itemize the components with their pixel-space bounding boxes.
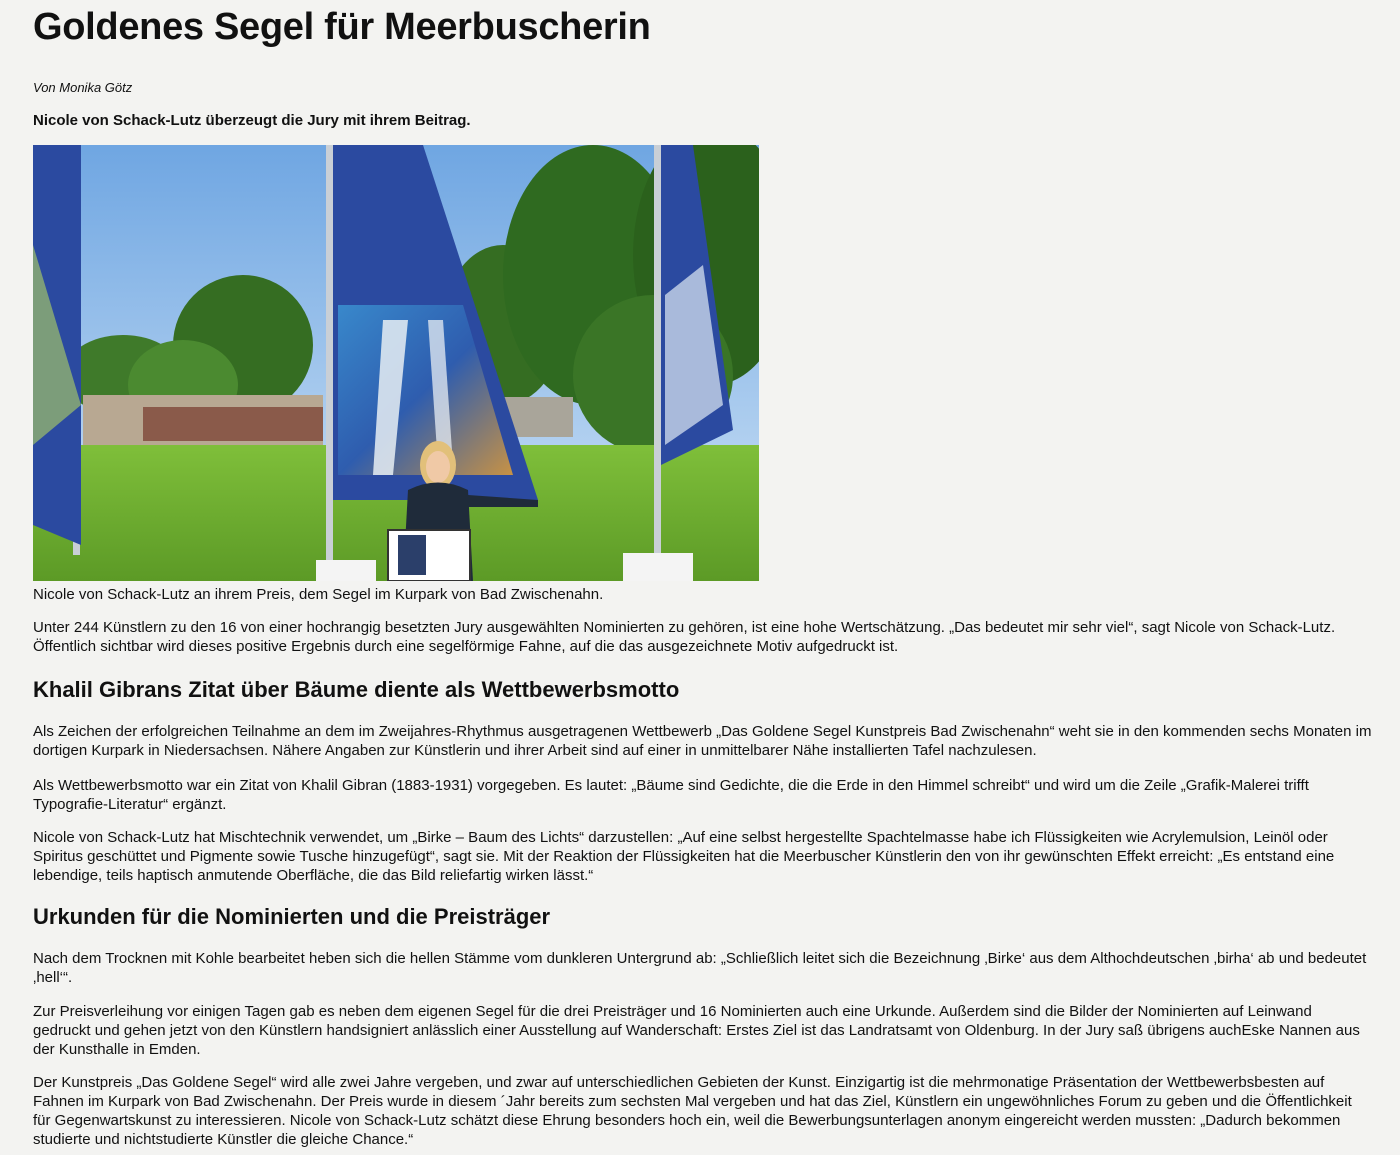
section-heading-2: Urkunden für die Nominierten und die Preisträger bbox=[33, 904, 551, 929]
article-byline: Von Monika Götz bbox=[33, 80, 133, 95]
paragraph-7: Der Kunstpreis „Das Goldene Segel“ wird alle zwei Jahre vergeben, und zwar auf unterschiedlichen Gebieten der Kunst. Einzigartig ist die mehrmonatige Präsentation der Wettbewerbsbesten auf Fahnen im Kurpark von Bad Zwischenahn. Der Preis wurde in diesem ´Jahr bereits zum sechsten Mal vergeben und hat das Ziel, Künstlern ein ungewöhnliches Forum zu geben und die Öffentlichkeit für Gegenwartskunst zu interessieren. Nicole von Schack-Lutz schätzt diese Ehrung besonders hoch ein, weil die Bewerbungsunterlagen anonym eingereicht werden mussten: „Dadurch bekommen studierte und nichtstudierte Künstler die gleiche Chance.“ bbox=[33, 1074, 1352, 1148]
article-photo bbox=[33, 145, 759, 581]
photo-illustration bbox=[33, 145, 759, 581]
paragraph-4: Nicole von Schack-Lutz hat Mischtechnik verwendet, um „Birke – Baum des Lichts“ darzustellen: „Auf eine selbst hergestellte Spachtelmasse habe ich Flüssigkeiten wie Acrylemulsion, Leinöl oder Spiritus geschüttet und Pigmente sowie Tusche hinzugefügt“, sagt sie. Mit der Reaktion der Flüssigkeiten hat die Meerbuscher Künstlerin den von ihr gewünschten Effekt erreicht: „Es entstand eine lebendige, teils haptisch anmutende Oberfläche, die das Bild reliefartig wirken lässt.“ bbox=[33, 829, 1335, 884]
paragraph-1: Unter 244 Künstlern zu den 16 von einer hochrangig besetzten Jury ausgewählten Nominierten zu gehören, ist eine hohe Wertschätzung. „Das bedeutet mir sehr viel“, sagt Nicole von Schack-Lutz. Öffentlich sichtbar wird dieses positive Ergebnis durch eine segelförmige Fahne, auf die das ausgezeichnete Motiv aufgedruckt ist. bbox=[33, 619, 1336, 655]
paragraph-3: Als Wettbewerbsmotto war ein Zitat von Khalil Gibran (1883-1931) vorgegeben. Es lautet: „Bäume sind Gedichte, die die Erde in den Himmel schreibt“ und wird um die Zeile „Grafik-Malerei trifft Typografie-Literatur“ ergänzt. bbox=[33, 777, 1309, 813]
placard-left bbox=[316, 560, 376, 581]
photo-caption: Nicole von Schack-Lutz an ihrem Preis, dem Segel im Kurpark von Bad Zwischenahn. bbox=[33, 586, 604, 603]
article-title: Goldenes Segel für Meerbuscherin bbox=[33, 6, 651, 48]
paragraph-2: Als Zeichen der erfolgreichen Teilnahme an dem im Zweijahres-Rhythmus ausgetragenen Wettbewerb „Das Goldene Segel Kunstpreis Bad Zwischenahn“ weht sie in den kommenden sechs Monaten im dortigen Kurpark in Niedersachsen. Nähere Angaben zur Künstlerin und ihrer Arbeit sind auf einer in unmittelbarer Nähe installierten Tafel nachzulesen. bbox=[33, 723, 1372, 759]
paragraph-5: Nach dem Trocknen mit Kohle bearbeitet heben sich die hellen Stämme vom dunkleren Untergrund ab: „Schließlich leitet sich die Bezeichnung ‚Birke‘ aus dem Althochdeutschen ‚birha‘ ab und bedeutet ‚hell‘“. bbox=[33, 950, 1367, 986]
flagpole-right bbox=[654, 145, 661, 555]
article-lead: Nicole von Schack-Lutz überzeugt die Jury mit ihrem Beitrag. bbox=[33, 112, 471, 129]
section-heading-1: Khalil Gibrans Zitat über Bäume diente als Wettbewerbsmotto bbox=[33, 677, 680, 702]
paragraph-6: Zur Preisverleihung vor einigen Tagen gab es neben dem eigenen Segel für die drei Preisträger und 16 Nominierten auch eine Urkunde. Außerdem sind die Bilder der Nominierten auf Leinwand gedruckt und gehen jetzt von den Künstlern handsigniert anlässlich einer Ausstellung auf Wanderschaft: Erstes Ziel ist das Landratsamt von Oldenburg. In der Jury saß übrigens auchEske Nannen aus der Kunsthalle in Emden. bbox=[33, 1003, 1360, 1058]
placard-right bbox=[623, 553, 693, 581]
flagpole-center bbox=[326, 145, 333, 560]
